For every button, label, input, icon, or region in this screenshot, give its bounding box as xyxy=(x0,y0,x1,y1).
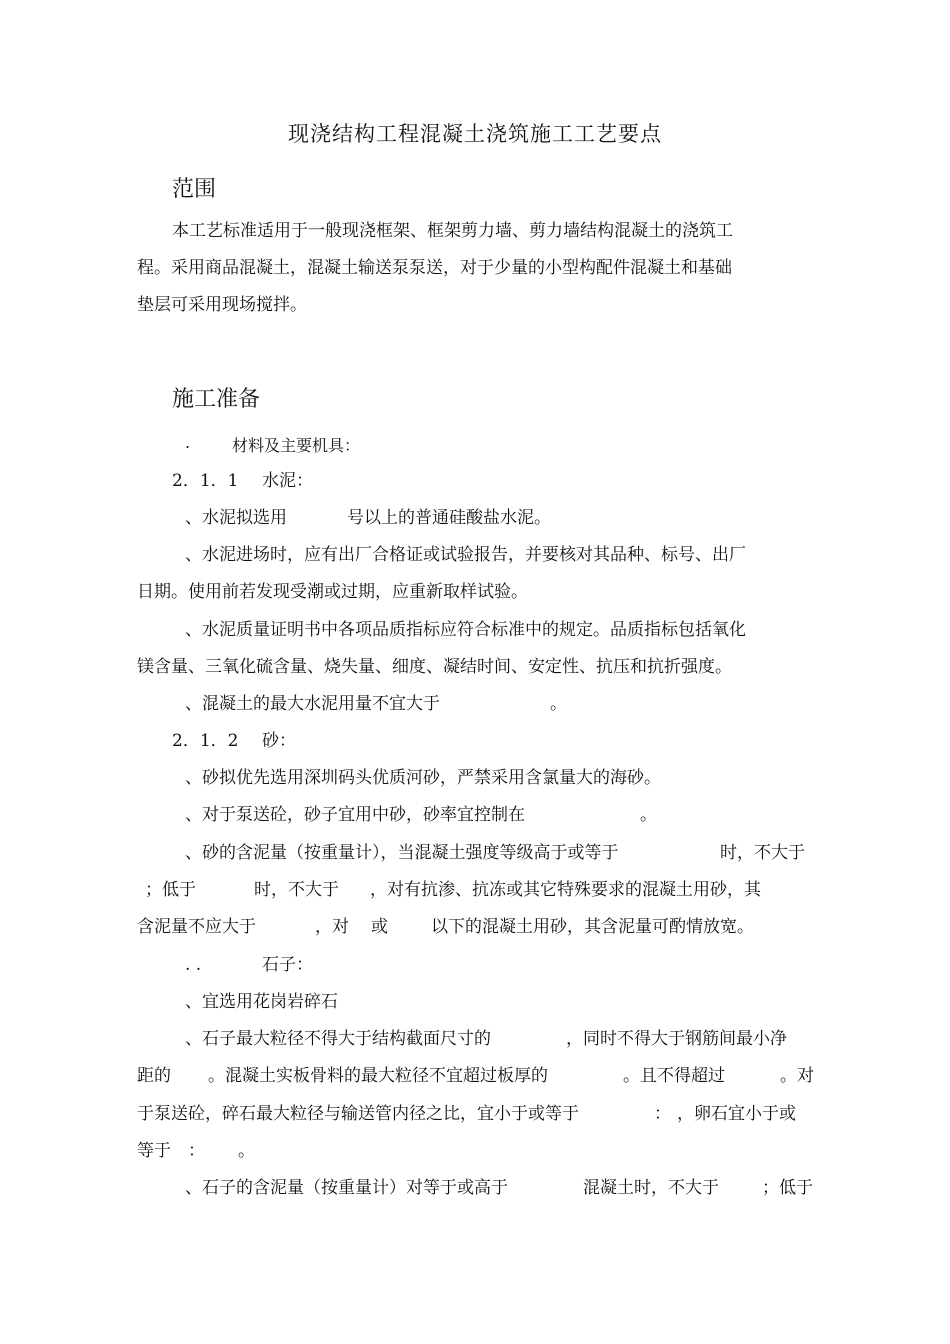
paragraph-line: 。对 xyxy=(780,1066,814,1086)
paragraph-line: 于泵送砼，碎石最大粒径与输送管内径之比，宜小于或等于 xyxy=(137,1104,579,1124)
paragraph-line: 、水泥质量证明书中各项品质指标应符合标准中的规定。品质指标包括氧化 xyxy=(185,620,746,640)
paragraph-line: 、石子最大粒径不得大于结构截面尺寸的 xyxy=(185,1029,491,1049)
paragraph-line: 含泥量不应大于 xyxy=(137,917,256,937)
paragraph-line: 日期。使用前若发现受潮或过期，应重新取样试验。 xyxy=(137,582,528,602)
paragraph-line: ，同时不得大于钢筋间最小净 xyxy=(566,1029,787,1049)
paragraph-line: 时，不大于 xyxy=(720,843,805,863)
paragraph-line: 号以上的普通硅酸盐水泥。 xyxy=(347,508,551,528)
paragraph-line: 程。采用商品混凝土，混凝土输送泵泵送，对于少量的小型构配件混凝土和基础 xyxy=(137,258,732,278)
paragraph-line: ，对有抗渗、抗冻或其它特殊要求的混凝土用砂，其 xyxy=(370,880,761,900)
paragraph-line: 混凝土时，不大于 xyxy=(583,1178,719,1198)
subsection-heading: 材料及主要机具： xyxy=(232,436,361,455)
item-heading: 砂： xyxy=(262,731,296,751)
paragraph-line: ： xyxy=(654,1104,671,1124)
paragraph-line: 、砂拟优先选用深圳码头优质河砂，严禁采用含氯量大的海砂。 xyxy=(185,768,661,788)
paragraph-line: 。 xyxy=(550,694,567,714)
paragraph-line: 本工艺标准适用于一般现浇框架、框架剪力墙、剪力墙结构混凝土的浇筑工 xyxy=(172,221,733,241)
paragraph-line: 以下的混凝土用砂，其含泥量可酌情放宽。 xyxy=(431,917,754,937)
paragraph-line: 、水泥进场时，应有出厂合格证或试验报告，并要核对其品种、标号、出厂 xyxy=(185,545,746,565)
paragraph-line: ；低于 xyxy=(145,880,196,900)
paragraph-line: 等于 xyxy=(137,1141,171,1161)
item-number: 2．1．2 xyxy=(172,731,239,751)
paragraph-line: 、宜选用花岗岩碎石 xyxy=(185,992,338,1012)
document-title: 现浇结构工程混凝土浇筑施工工艺要点 xyxy=(288,122,662,146)
paragraph-line: ，卵石宜小于或 xyxy=(677,1104,796,1124)
item-number: 2．1．1 xyxy=(172,471,239,491)
paragraph-line: 或 xyxy=(371,917,388,937)
paragraph-line: 。且不得超过 xyxy=(623,1066,725,1086)
paragraph-line: 距的 xyxy=(137,1066,171,1086)
paragraph-line: 时，不大于 xyxy=(254,880,339,900)
paragraph-line: ，对 xyxy=(315,917,349,937)
paragraph-line: 、石子的含泥量（按重量计）对等于或高于 xyxy=(185,1178,508,1198)
paragraph-line: 。混凝土实板骨料的最大粒径不宜超过板厚的 xyxy=(208,1066,548,1086)
section-heading-preparation: 施工准备 xyxy=(172,387,261,412)
section-heading-scope: 范围 xyxy=(172,177,217,202)
paragraph-line: 镁含量、三氧化硫含量、烧失量、细度、凝结时间、安定性、抗压和抗折强度。 xyxy=(137,657,732,677)
paragraph-line: ： xyxy=(188,1141,205,1161)
item-heading: 水泥： xyxy=(262,471,313,491)
paragraph-line: 、混凝土的最大水泥用量不宜大于 xyxy=(185,694,440,714)
item-heading: 石子： xyxy=(262,955,313,975)
paragraph-line: ；低于 xyxy=(762,1178,813,1198)
paragraph-line: 、砂的含泥量（按重量计），当混凝土强度等级高于或等于 xyxy=(185,843,619,863)
paragraph-line: 、对于泵送砼，砂子宜用中砂，砂率宜控制在 xyxy=(185,805,525,825)
paragraph-line: 。 xyxy=(640,805,657,825)
paragraph-line: 、水泥拟选用 xyxy=(185,508,287,528)
item-number: . . xyxy=(185,955,202,975)
subsection-number: . xyxy=(185,433,191,452)
paragraph-line: 。 xyxy=(238,1141,255,1161)
paragraph-line: 垫层可采用现场搅拌。 xyxy=(137,295,307,315)
